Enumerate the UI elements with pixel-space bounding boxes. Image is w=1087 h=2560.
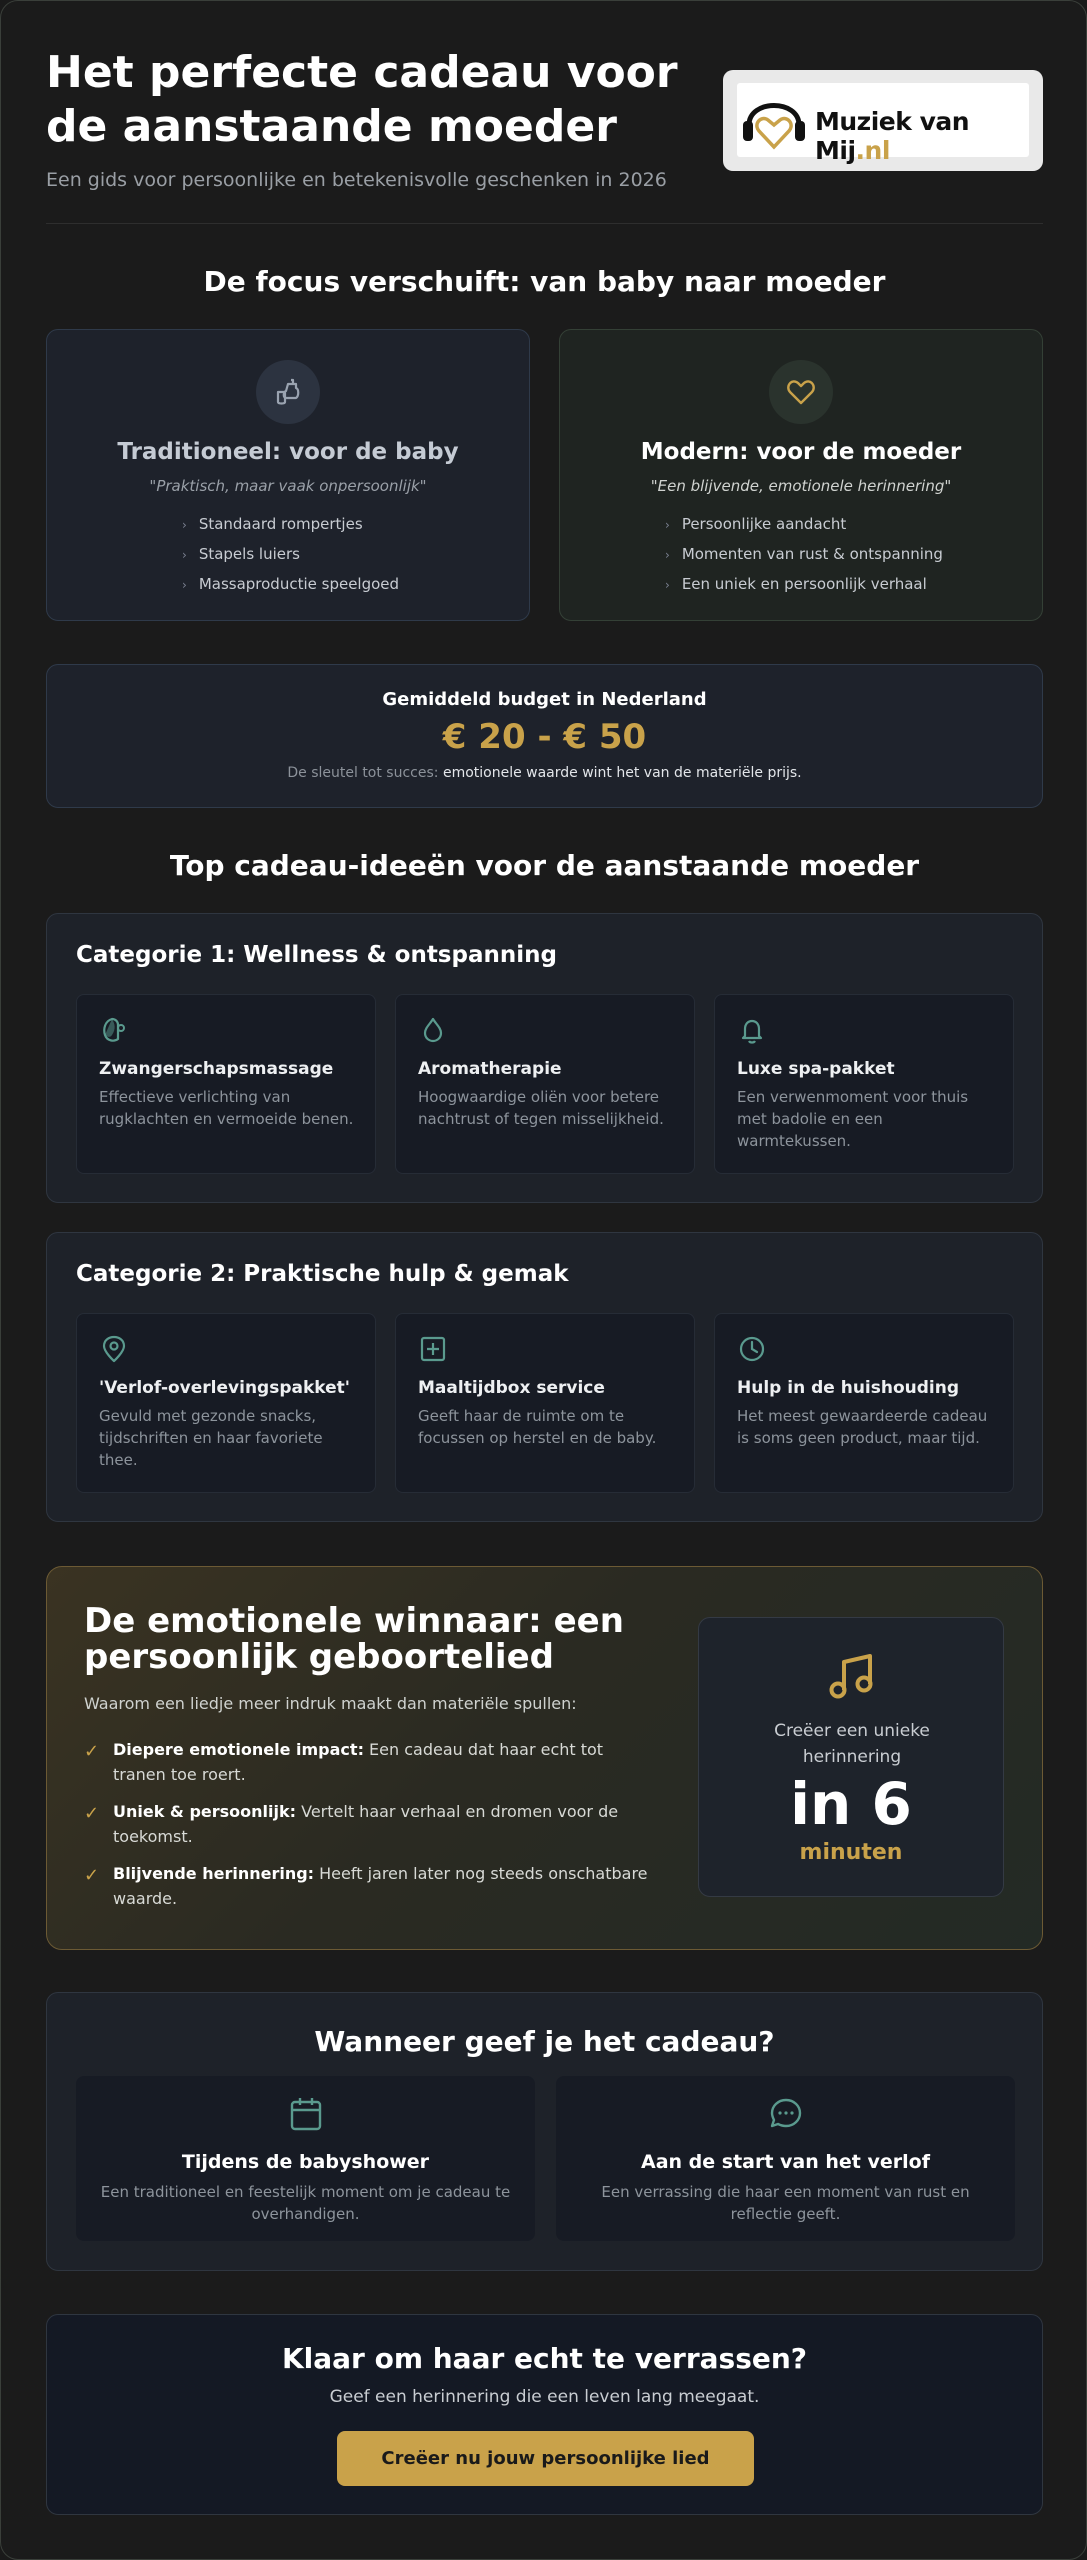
chevron-right-icon: ›: [665, 518, 670, 532]
stat-label: Creëer een unieke herinnering: [774, 1721, 930, 1767]
point-text: Heeft jaren later nog steeds onschatbare waarde.: [113, 1864, 648, 1908]
idea-card: [395, 1313, 695, 1493]
calendar-icon: [289, 2096, 323, 2132]
winner-point: [84, 1861, 654, 1911]
chevron-right-icon: ›: [182, 578, 187, 592]
check-icon: ✓: [84, 1865, 100, 1886]
point-bold: Uniek & persoonlijk:: [113, 1802, 297, 1821]
focus-title: De focus verschuift: van baby naar moeder: [203, 265, 886, 298]
budget-label: Gemiddeld budget in Nederland: [382, 689, 707, 710]
music-note-icon: [824, 1648, 880, 1704]
page-subtitle: Een gids voor persoonlijke en betekenisvolle geschenken in 2026: [46, 169, 667, 191]
budget-value: € 20 - € 50: [442, 717, 647, 757]
when-card-desc: Een traditioneel en feestelijk moment om je cadeau te overhandigen.: [100, 2183, 511, 2223]
budget-card: [46, 664, 1043, 808]
heart-icon: [785, 376, 817, 408]
idea-desc: Effectieve verlichting van rugklachten en vermoeide benen.: [99, 1088, 354, 1128]
clock-icon: [737, 1334, 767, 1364]
logo-inner: [737, 83, 1029, 165]
droplet-icon: [418, 1015, 448, 1045]
list-item-label: Massaproductie speelgoed: [198, 575, 400, 593]
idea-desc: Gevuld met gezonde snacks, tijdschriften en haar favoriete thee.: [99, 1407, 323, 1469]
traditional-quote: "Praktisch, maar vaak onpersoonlijk": [149, 477, 427, 495]
list-item: [182, 570, 399, 600]
winner-stat-card: [698, 1617, 1004, 1897]
stat-unit: minuten: [799, 1840, 903, 1865]
winner-point: [84, 1737, 654, 1787]
chevron-right-icon: ›: [182, 518, 187, 532]
category-wellness: [46, 913, 1043, 1203]
list-item-label: Persoonlijke aandacht: [681, 515, 847, 533]
list-item: [182, 510, 399, 540]
point-text: Vertelt haar verhaal en dromen voor de toekomst.: [113, 1802, 619, 1846]
list-item-label: Standaard rompertjes: [198, 515, 363, 533]
category-title: Categorie 2: Praktische hulp & gemak: [76, 1261, 569, 1287]
budget-note: [47, 765, 1042, 781]
modern-quote: "Een blijvende, emotionele herinnering": [650, 477, 952, 495]
idea-title: Hulp in de huishouding: [737, 1378, 960, 1398]
point-bold: Blijvende herinnering:: [113, 1864, 315, 1883]
bell-icon: [737, 1015, 767, 1045]
winner-subtitle: Waarom een liedje meer indruk maakt dan materiële spullen:: [84, 1694, 577, 1713]
idea-card: [76, 1313, 376, 1493]
baby-bottle-icon: [272, 376, 304, 408]
modern-title: Modern: voor de moeder: [640, 439, 962, 465]
winner-title: De emotionele winnaar: een persoonlijk geboortelied: [84, 1601, 624, 1677]
list-item-label: Momenten van rust & ontspanning: [681, 545, 943, 563]
idea-title: Maaltijdbox service: [418, 1378, 605, 1398]
check-icon: ✓: [84, 1741, 100, 1762]
category-practical: [46, 1232, 1043, 1522]
budget-note-prefix: De sleutel tot succes:: [287, 765, 443, 781]
point-bold: Diepere emotionele impact:: [113, 1740, 364, 1759]
idea-card: [714, 1313, 1014, 1493]
traditional-card: [46, 329, 530, 621]
massage-hand-icon: [99, 1015, 129, 1045]
cta-section: [46, 2314, 1043, 2515]
winner-point: [84, 1799, 654, 1849]
traditional-title: Traditioneel: voor de baby: [117, 439, 459, 465]
when-section: [46, 1992, 1043, 2271]
idea-card: [714, 994, 1014, 1174]
modern-icon-wrap: [769, 360, 833, 424]
traditional-list: [182, 510, 399, 600]
when-card: [76, 2076, 535, 2241]
logo-text: [815, 107, 1029, 165]
logo-name: Muziek van Mij: [815, 107, 970, 165]
category-title: Categorie 1: Wellness & ontspanning: [76, 942, 557, 968]
cta-subtitle: Geef een herinnering die een leven lang meegaat.: [329, 2387, 760, 2407]
when-card: [556, 2076, 1015, 2241]
idea-desc: Een verwenmoment voor thuis met badolie en een warmtekussen.: [737, 1088, 969, 1150]
when-card-title: Tijdens de babyshower: [181, 2151, 430, 2173]
create-song-button[interactable]: Creëer nu jouw persoonlijke lied: [337, 2431, 754, 2486]
stat-value: in 6: [790, 1770, 912, 1838]
idea-title: Zwangerschapsmassage: [99, 1059, 334, 1079]
logo-suffix: .nl: [855, 136, 890, 165]
chevron-right-icon: ›: [665, 578, 670, 592]
idea-desc: Hoogwaardige oliën voor betere nachtrust of tegen misselijkheid.: [418, 1088, 664, 1128]
ideas-title: Top cadeau-ideeën voor de aanstaande moeder: [169, 849, 920, 882]
check-icon: ✓: [84, 1803, 100, 1824]
logo[interactable]: [723, 70, 1043, 171]
when-title: Wanneer geef je het cadeau?: [314, 2025, 775, 2058]
when-card-desc: Een verrassing die haar een moment van rust en reflectie geeft.: [601, 2183, 970, 2223]
plus-square-icon: [418, 1334, 448, 1364]
winner-points: [84, 1737, 654, 1923]
idea-title: Aromatherapie: [418, 1059, 562, 1079]
list-item: [665, 540, 943, 570]
list-item-label: Stapels luiers: [198, 545, 300, 563]
headphones-heart-icon: [739, 85, 809, 155]
idea-title: 'Verlof-overlevingspakket': [99, 1378, 350, 1398]
modern-card: [559, 329, 1043, 621]
map-pin-icon: [99, 1334, 129, 1364]
list-item: [665, 510, 943, 540]
winner-section: [46, 1566, 1043, 1950]
list-item: [665, 570, 943, 600]
chevron-right-icon: ›: [665, 548, 670, 562]
point-text: Een cadeau dat haar echt tot tranen toe roert.: [113, 1740, 604, 1784]
chevron-right-icon: ›: [182, 548, 187, 562]
idea-title: Luxe spa-pakket: [737, 1059, 895, 1079]
idea-desc: Het meest gewaardeerde cadeau is soms geen product, maar tijd.: [737, 1407, 988, 1447]
header: [46, 46, 1043, 224]
modern-list: [665, 510, 943, 600]
list-item-label: Een uniek en persoonlijk verhaal: [681, 575, 927, 593]
cta-title: Klaar om haar echt te verrassen?: [281, 2342, 808, 2375]
when-card-title: Aan de start van het verlof: [641, 2151, 930, 2173]
idea-card: [395, 994, 695, 1174]
traditional-icon-wrap: [256, 360, 320, 424]
list-item: [182, 540, 399, 570]
idea-card: [76, 994, 376, 1174]
budget-note-highlight: emotionele waarde wint het van de materiële prijs.: [442, 765, 802, 781]
idea-desc: Geeft haar de ruimte om te focussen op herstel en de baby.: [418, 1407, 657, 1447]
page-title: Het perfecte cadeau voor de aanstaande moeder: [46, 47, 678, 152]
chat-bubble-icon: [769, 2096, 803, 2132]
